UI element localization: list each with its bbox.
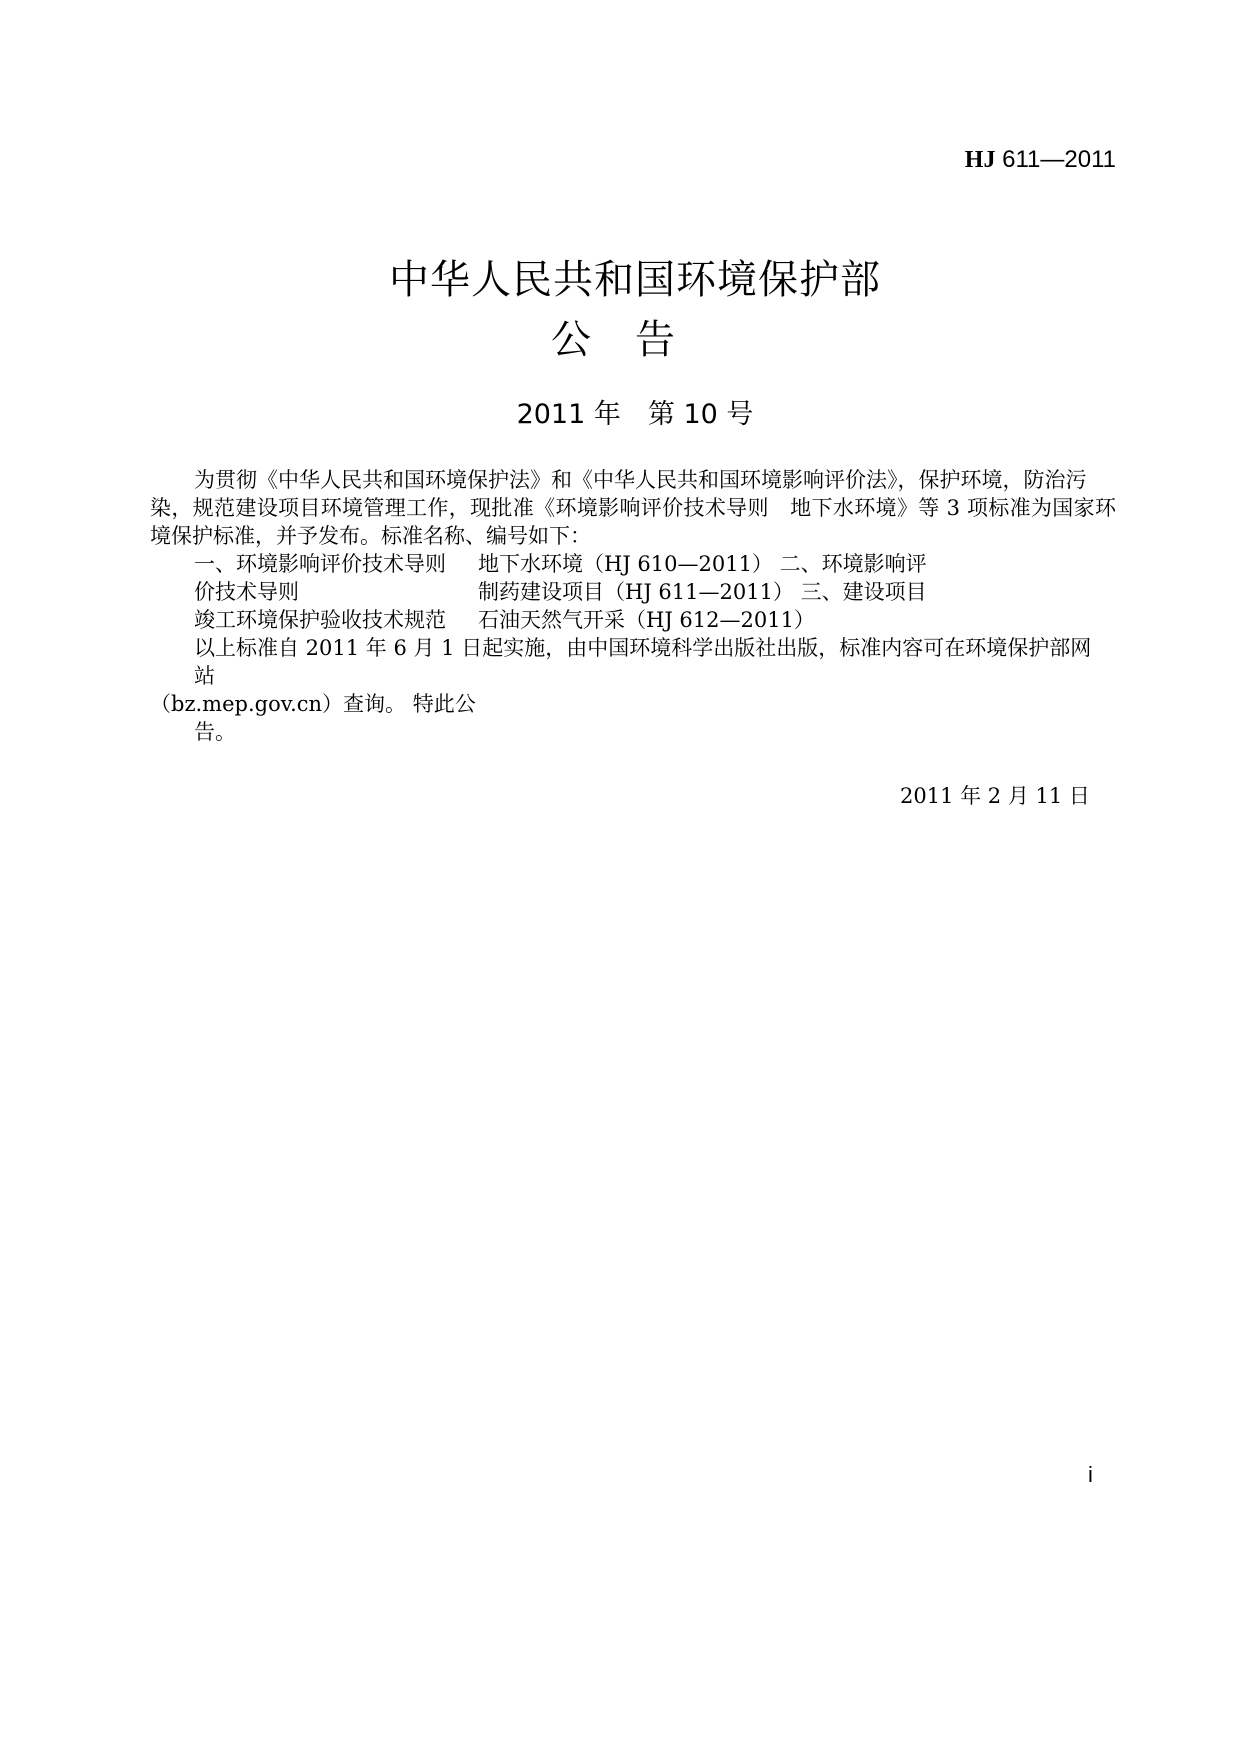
paragraph-1-line-2: 染，规范建设项目环境管理工作，现批准《环境影响评价技术导则 地下水环境》等 3 项标准为国家环: [150, 496, 1116, 520]
issue-number: 2011 年 第 10 号: [516, 399, 754, 430]
paragraph-2-line-3: （bz.mep.gov.cn）查询。 特此公: [150, 692, 476, 716]
standard-number: 611—2011: [1002, 146, 1116, 173]
standard-code: [965, 146, 1116, 174]
paragraph-2-line-4: 告。: [194, 720, 236, 744]
ministry-title: 中华人民共和国环境保护部: [389, 257, 881, 303]
page-number: i: [1088, 1462, 1093, 1487]
paragraph-2-line-2: 站: [194, 664, 215, 688]
signature-date: 2011 年 2 月 11 日: [900, 784, 1090, 808]
standard-list-row-3-col-1: 竣工环境保护验收技术规范: [194, 608, 446, 632]
standard-list-row-2-col-2: 制药建设项目（HJ 611—2011） 三、建设项目: [478, 580, 927, 604]
standard-list-row-2-col-1: 价技术导则: [194, 580, 299, 604]
standard-list-row-1-col-2: 地下水环境（HJ 610—2011） 二、环境影响评: [478, 552, 927, 576]
paragraph-1-line-1: 为贯彻《中华人民共和国环境保护法》和《中华人民共和国环境影响评价法》，保护环境，防治污: [194, 468, 1087, 492]
paragraph-1-line-3: 境保护标准，并予发布。标准名称、编号如下：: [150, 524, 591, 548]
standard-list-row-3-col-2: 石油天然气开采（HJ 612—2011）: [478, 608, 815, 632]
standard-prefix: HJ: [964, 147, 996, 173]
standard-list-row-1-col-1: 一、环境影响评价技术导则: [194, 552, 446, 576]
notice-title: 公告: [551, 317, 719, 363]
paragraph-2-line-1: 以上标准自 2011 年 6 月 1 日起实施，由中国环境科学出版社出版，标准内容可在环境保护部网: [194, 636, 1092, 660]
